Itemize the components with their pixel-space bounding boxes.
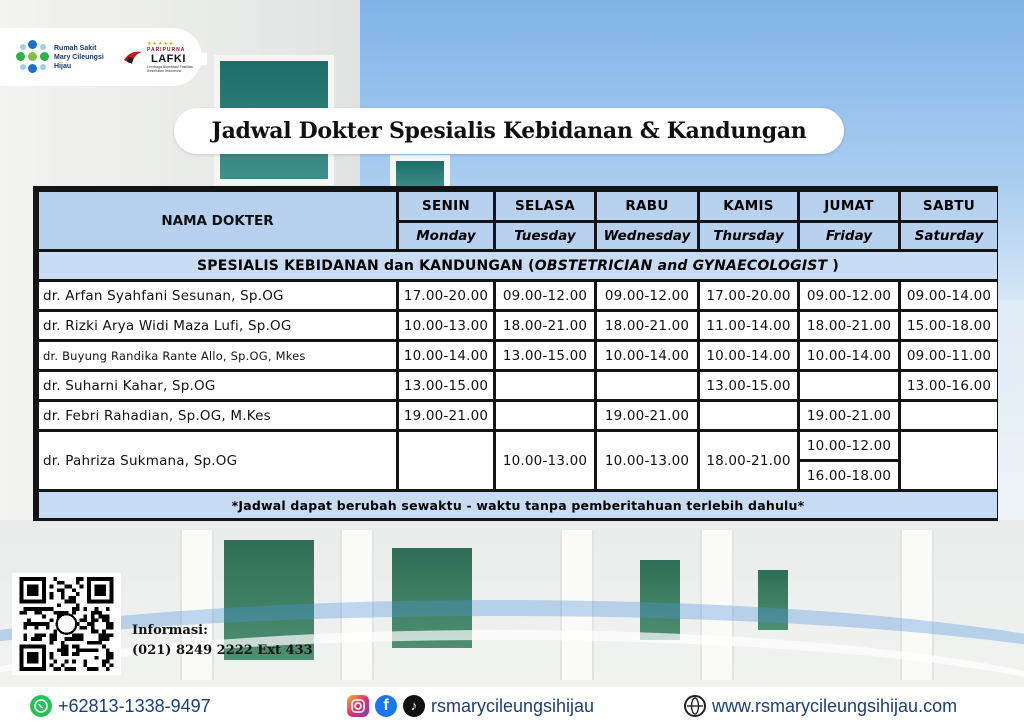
schedule-cell: 16.00-18.00 <box>800 462 898 489</box>
table-row <box>39 342 997 369</box>
tiktok-icon[interactable]: ♪ <box>403 695 425 717</box>
schedule-cell: 19.00-21.00 <box>597 402 697 429</box>
schedule-cell: 18.00-21.00 <box>597 312 697 339</box>
whatsapp-contact[interactable] <box>30 695 211 717</box>
schedule-cell: 09.00-12.00 <box>496 282 594 309</box>
qr-code-icon <box>16 577 117 671</box>
hospital-name: Rumah Sakit Mary Cileungsi Hijau <box>54 44 104 70</box>
accreditation-logo <box>122 41 207 73</box>
schedule-cell: 13.00-15.00 <box>399 372 493 399</box>
schedule-cell: 19.00-21.00 <box>800 402 898 429</box>
accreditation-top: PARIPURNA <box>147 47 186 53</box>
table-row <box>39 372 997 399</box>
social-links[interactable] <box>347 695 594 717</box>
table-row <box>39 312 997 339</box>
star-rating-icon: ★★★★★ <box>147 41 175 47</box>
schedule-cell: 17.00-20.00 <box>399 282 493 309</box>
day-header-senin: SENIN <box>399 192 493 220</box>
doctor-name: dr. Rizki Arya Widi Maza Lufi, Sp.OG <box>39 312 396 339</box>
info-label: Informasi: <box>132 623 208 638</box>
schedule-cell: 18.00-21.00 <box>800 312 898 339</box>
qr-code[interactable] <box>12 573 121 675</box>
day-header-kamis: KAMIS <box>700 192 797 220</box>
schedule-cell <box>901 402 997 429</box>
website-link[interactable] <box>684 695 957 717</box>
day-header-monday: Monday <box>399 223 493 249</box>
lafki-icon <box>122 46 144 68</box>
schedule-cell <box>597 372 697 399</box>
page-title: Jadwal Dokter Spesialis Kebidanan & Kandungan <box>211 118 807 144</box>
day-header-wednesday: Wednesday <box>597 223 697 249</box>
doctor-header: NAMA DOKTER <box>39 192 396 249</box>
schedule-cell: 10.00-13.00 <box>399 312 493 339</box>
schedule-cell <box>496 372 594 399</box>
accreditation-name: LAFKI <box>147 53 207 65</box>
schedule-cell: 09.00-11.00 <box>901 342 997 369</box>
schedule-cell: 11.00-14.00 <box>700 312 797 339</box>
schedule-cell: 15.00-18.00 <box>901 312 997 339</box>
schedule-cell: 09.00-12.00 <box>800 282 898 309</box>
schedule-cell: 13.00-15.00 <box>496 342 594 369</box>
schedule-cell: 10.00-14.00 <box>700 342 797 369</box>
accreditation-sub: Lembaga Akreditasi Fasilitas Kesehatan Indonesia <box>147 65 193 73</box>
schedule-cell: 18.00-21.00 <box>700 432 797 489</box>
day-header-rabu: RABU <box>597 192 697 220</box>
day-header-friday: Friday <box>800 223 898 249</box>
hospital-logo <box>16 40 112 74</box>
table-row <box>39 282 997 309</box>
day-header-sabtu: SABTU <box>901 192 997 220</box>
whatsapp-number: +62813-1338-9497 <box>58 695 211 716</box>
schedule-cell: 10.00-13.00 <box>597 432 697 489</box>
whatsapp-icon <box>30 695 52 717</box>
contact-info <box>132 621 313 661</box>
doctor-name: dr. Pahriza Sukmana, Sp.OG <box>39 432 396 489</box>
day-header-jumat: JUMAT <box>800 192 898 220</box>
globe-icon <box>684 695 706 717</box>
title-banner <box>174 108 844 154</box>
hospital-logo-icon <box>16 40 50 74</box>
doctor-name: dr. Buyung Randika Rante Allo, Sp.OG, Mkes <box>39 342 396 369</box>
schedule-cell: 10.00-12.00 <box>800 432 898 459</box>
instagram-icon[interactable] <box>347 695 369 717</box>
day-header-tuesday: Tuesday <box>496 223 594 249</box>
schedule-cell <box>700 402 797 429</box>
schedule-cell: 10.00-14.00 <box>399 342 493 369</box>
schedule-cell <box>800 372 898 399</box>
schedule-cell: 10.00-14.00 <box>800 342 898 369</box>
day-header-saturday: Saturday <box>901 223 997 249</box>
day-header-selasa: SELASA <box>496 192 594 220</box>
section-title: SPESIALIS KEBIDANAN dan KANDUNGAN (OBSTETRICIAN and GYNAECOLOGIST ) <box>39 252 997 279</box>
schedule-cell <box>496 402 594 429</box>
schedule-note: *Jadwal dapat berubah sewaktu - waktu tanpa pemberitahuan terlebih dahulu* <box>39 492 997 518</box>
doctor-name: dr. Suharni Kahar, Sp.OG <box>39 372 396 399</box>
schedule-cell: 09.00-14.00 <box>901 282 997 309</box>
info-phone: (021) 8249 2222 Ext 433 <box>132 643 313 658</box>
schedule-cell: 13.00-15.00 <box>700 372 797 399</box>
schedule-table <box>33 186 998 521</box>
logo-card <box>0 28 202 86</box>
table-row <box>39 432 997 459</box>
schedule-cell: 10.00-13.00 <box>496 432 594 489</box>
schedule-cell <box>399 432 493 489</box>
schedule-cell: 17.00-20.00 <box>700 282 797 309</box>
schedule-cell: 13.00-16.00 <box>901 372 997 399</box>
social-handle: rsmarycileungsihijau <box>431 695 595 716</box>
footer-bar <box>0 687 1024 724</box>
table-row <box>39 402 997 429</box>
schedule-cell: 09.00-12.00 <box>597 282 697 309</box>
schedule-cell: 10.00-14.00 <box>597 342 697 369</box>
doctor-name: dr. Febri Rahadian, Sp.OG, M.Kes <box>39 402 396 429</box>
website-url: www.rsmarycileungsihijau.com <box>712 695 958 716</box>
schedule-cell <box>901 432 997 489</box>
day-header-thursday: Thursday <box>700 223 797 249</box>
schedule-cell: 18.00-21.00 <box>496 312 594 339</box>
doctor-name: dr. Arfan Syahfani Sesunan, Sp.OG <box>39 282 396 309</box>
schedule-cell: 19.00-21.00 <box>399 402 493 429</box>
facebook-icon[interactable]: f <box>375 695 397 717</box>
